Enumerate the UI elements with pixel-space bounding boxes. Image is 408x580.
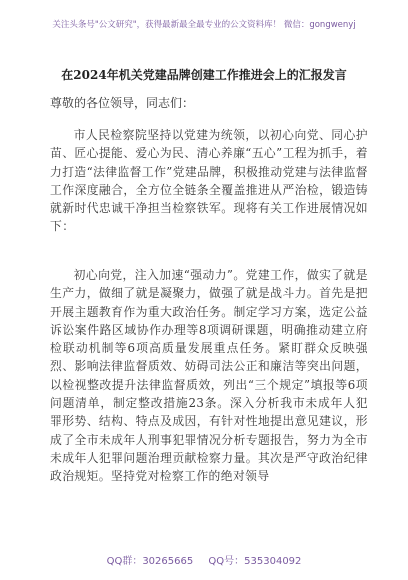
document-title: 在2024年机关党建品牌创建工作推进会上的汇报发言 xyxy=(61,68,347,82)
paragraph-intro: 市人民检察院坚持以党建为统领，以初心向党、同心护苗、匠心提能、爱心为民、清心养廉“五心”工程为抓手，着力打造“法律监督工作”党建品牌，积极推动党建与法律监督工作深度融合，全方位全链条全覆盖推进从严治检，锻造铸就新时代忠诚干净担当检察铁军。现将有关工作进展情况如下： xyxy=(50,128,368,234)
salutation: 尊敬的各位领导，同志们： xyxy=(50,96,195,110)
paragraph-section-1: 初心向党，注入加速“强动力”。党建工作，做实了就是生产力，做细了就是凝聚力，做强了就是战斗力。首先是把开展主题教育作为重大政治任务。制定学习方案，选定公益诉讼案件路区域协作办理等8项调研课题，明确推动建立府检联动机制等6项高质量发展重点任务。紧盯群众反映强烈、影响法律监督质效、妨碍司法公正和廉洁等突出问题，以检视整改提升法律监督质效，列出“三个规定”填报等6项问题清单，制定整改措施23条。深入分析我市未成年人犯罪形势、结构、特点及成因，有针对性地提出意见建议，形成了全市未成年人刑事犯罪情况分析专题报告，努力为全市未成年人犯罪问题治理贡献检察力量。其次是严守政治纪律政治规矩。坚持党对检察工作的绝对领导 xyxy=(50,268,368,484)
footer-contact xyxy=(0,552,408,567)
header-banner: 关注头条号"公文研究"，获得最新最全最专业的公文资料库！ 微信：gongwenyj xyxy=(52,20,356,30)
footer-qq-number: QQ号：535304092 xyxy=(208,556,302,567)
footer-qq-group: QQ群：30265665 xyxy=(106,556,194,567)
